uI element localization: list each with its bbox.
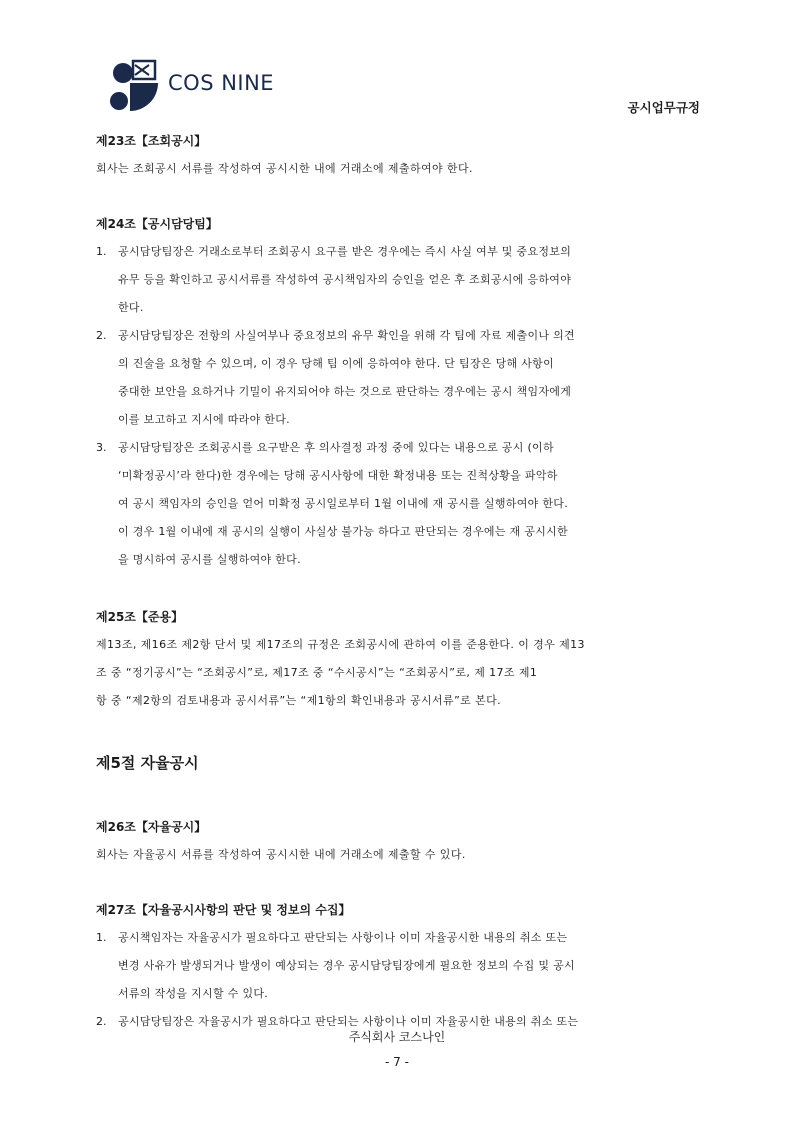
article-title: 제23조【조회공시】: [96, 134, 207, 148]
article-text: 제13조, 제16조 제2항 단서 및 제17조의 규정은 조회공시에 관하여 이를 준용한다. 이 경우 제13: [96, 638, 585, 651]
article-24: [96, 210, 700, 574]
item-line: 서류의 작성을 지시할 수 있다.: [118, 987, 269, 1000]
article-text: 항 중 “제2항의 검토내용과 공시서류”는 “제1항의 확인내용과 공시서류”로 본다.: [96, 694, 502, 707]
item-line: 의 진술을 요청할 수 있으며, 이 경우 당해 팀 이에 응하여야 한다. 단 팀장은 당해 사항이: [118, 357, 555, 370]
document-body: [96, 127, 700, 1036]
article-text: 회사는 조회공시 서류를 작성하여 공시시한 내에 거래소에 제출하여야 한다.: [96, 162, 473, 175]
item-number: 1.: [96, 931, 107, 944]
list-item: [96, 238, 700, 322]
article-27: [96, 896, 700, 1036]
item-line: 변경 사유가 발생되거나 발생이 예상되는 경우 공시담당팀장에게 필요한 정보의 수집 및 공시: [118, 959, 575, 972]
article-title: 제26조【자율공시】: [96, 820, 207, 834]
article-title: 제27조【자율공시사항의 판단 및 정보의 수집】: [96, 903, 351, 917]
item-number: 3.: [96, 441, 107, 454]
article-title: 제24조【공시담당팀】: [96, 217, 218, 231]
list-item: [96, 434, 700, 574]
item-number: 2.: [96, 329, 107, 342]
item-line: 공시담당팀장은 자율공시가 필요하다고 판단되는 사항이나 이미 자율공시한 내용의 취소 또는: [118, 1015, 579, 1028]
article-23: [96, 127, 700, 183]
item-line: 이 경우 1월 이내에 재 공시의 실행이 사실상 불가능 하다고 판단되는 경우에는 재 공시시한: [118, 525, 568, 538]
item-line: 공시담당팀장은 거래소로부터 조회공시 요구를 받은 경우에는 즉시 사실 여부 및 중요정보의: [118, 245, 572, 258]
item-line: 공시책임자는 자율공시가 필요하다고 판단되는 사항이나 이미 자율공시한 내용의 취소 또는: [118, 931, 568, 944]
item-line: 공시담당팀장은 조회공시를 요구받은 후 의사결정 과정 중에 있다는 내용으로 공시 (이하: [118, 441, 554, 454]
article-text: 회사는 자율공시 서류를 작성하여 공시시한 내에 거래소에 제출할 수 있다.: [96, 848, 466, 861]
document-title: 공시업무규정: [627, 100, 700, 115]
item-line: 유무 등을 확인하고 공시서류를 작성하여 공시책임자의 승인을 얻은 후 조회공시에 응하여야: [118, 273, 572, 286]
list-item: [96, 322, 700, 434]
page-number: - 7 -: [385, 1055, 409, 1069]
item-number: 2.: [96, 1015, 107, 1028]
item-line: ‘미확정공시’라 한다)한 경우에는 당해 공시사항에 대한 확정내용 또는 진척상황을 파악하: [118, 469, 558, 482]
cos-nine-emblem-icon: [105, 55, 163, 113]
list-item: [96, 924, 700, 1008]
article-26: [96, 813, 700, 869]
item-line: 이를 보고하고 지시에 따라야 한다.: [118, 413, 290, 426]
item-line: 공시담당팀장은 전항의 사실여부나 중요정보의 유무 확인을 위해 각 팀에 자료 제출이나 의견: [118, 329, 575, 342]
footer-company: 주식회사 코스나인: [348, 1030, 446, 1044]
item-line: 중대한 보안을 요하거나 기밀이 유지되어야 하는 것으로 판단하는 경우에는 공시 책임자에게: [118, 385, 572, 398]
company-logo: [105, 55, 280, 113]
item-number: 1.: [96, 245, 107, 258]
item-line: 한다.: [118, 301, 144, 314]
article-text: 조 중 “정기공시”는 “조회공시”로, 제17조 중 “수시공시”는 “조회공시”로, 제 17조 제1: [96, 666, 538, 679]
section-title: 제5절 자율공시: [96, 754, 199, 772]
article-25: [96, 603, 700, 715]
item-line: 여 공시 책임자의 승인을 얻어 미확정 공시일로부터 1월 이내에 재 공시를 실행하여야 한다.: [118, 497, 568, 510]
article-title: 제25조【준용】: [96, 610, 184, 624]
logo-wordmark: COS NINE: [168, 71, 275, 95]
item-line: 을 명시하여 공시를 실행하여야 한다.: [118, 553, 301, 566]
